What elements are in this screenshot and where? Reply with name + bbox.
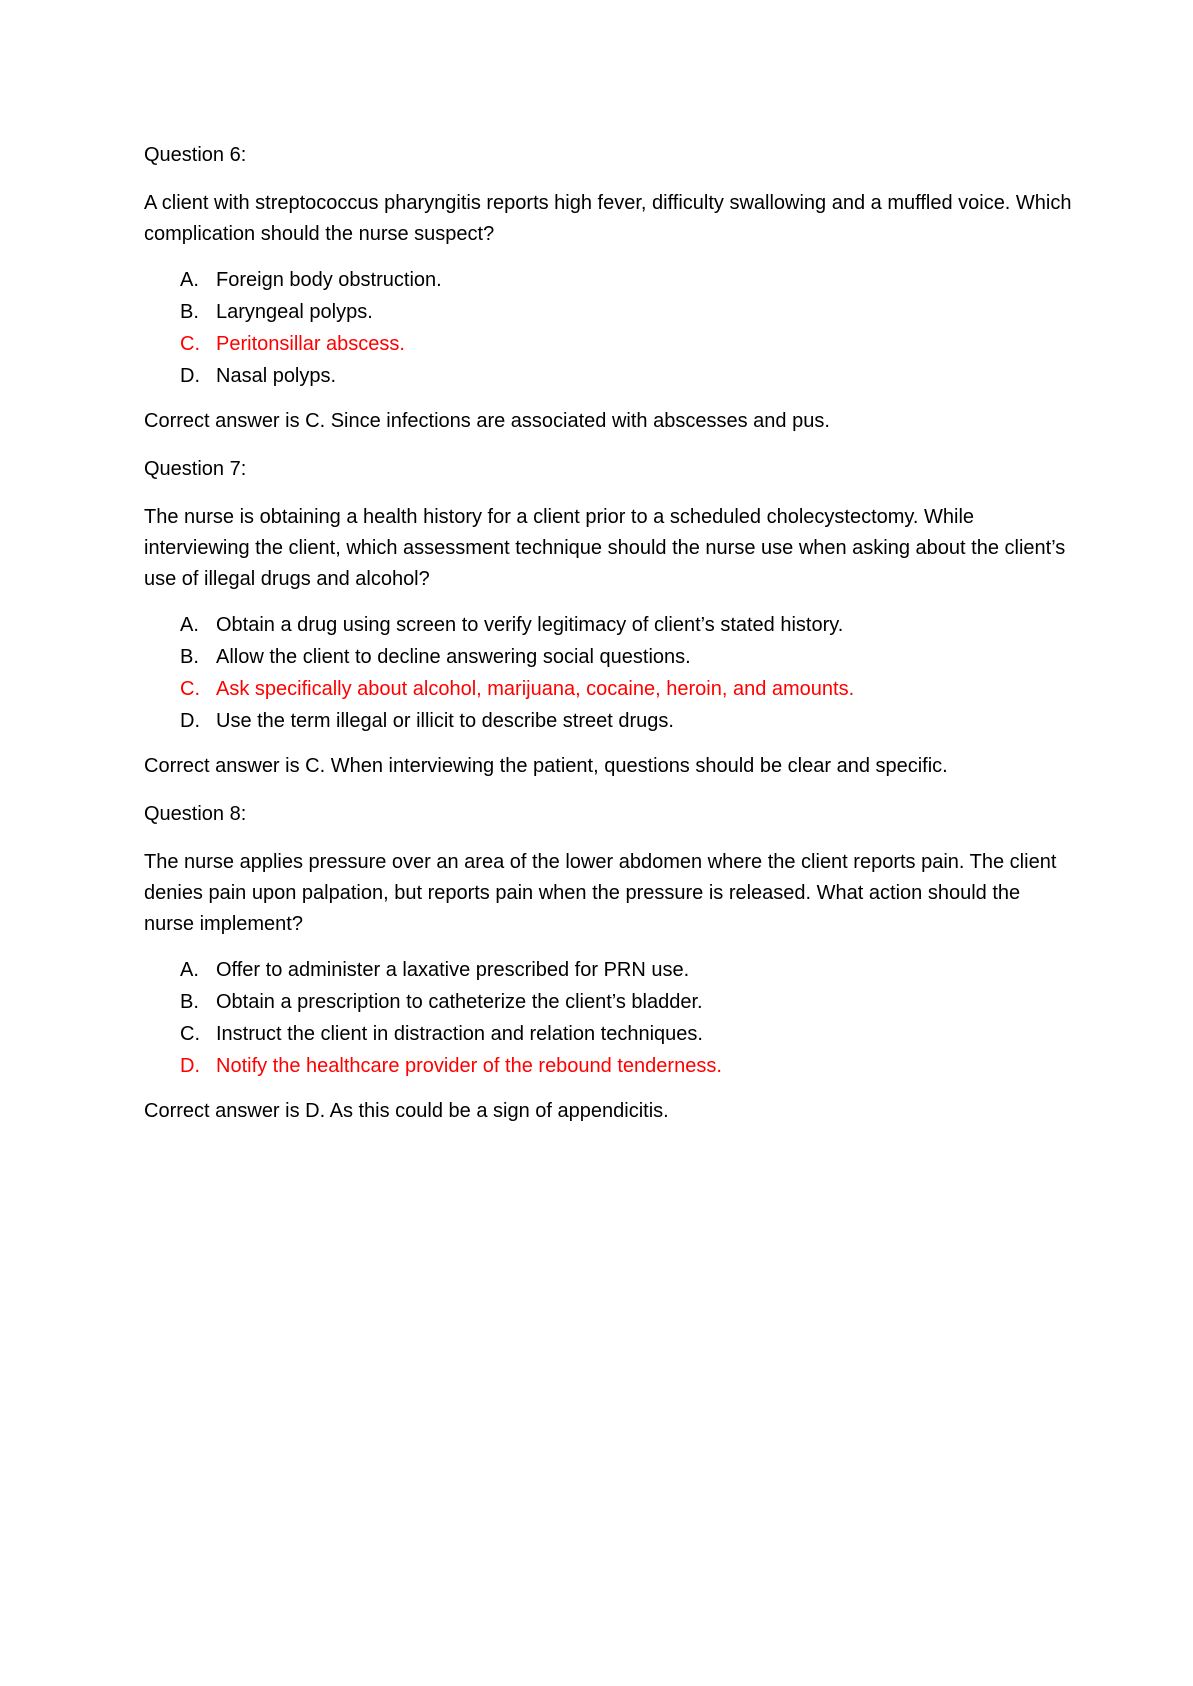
options-list: [144, 264, 1074, 392]
option-letter: A.: [180, 614, 199, 636]
document-content: [144, 140, 1074, 1144]
option-c: [180, 1018, 1074, 1050]
option-letter: C.: [180, 678, 200, 700]
question-text: The nurse is obtaining a health history for a client prior to a scheduled cholecystectomy. While interviewing the client, which assessment technique should the nurse use when asking about the client’s use of illegal drugs and alcohol?: [144, 506, 1066, 590]
option-text: Ask specifically about alcohol, marijuana, cocaine, heroin, and amounts.: [216, 678, 855, 700]
option-text: Notify the healthcare provider of the rebound tenderness.: [216, 1055, 722, 1077]
option-letter: A.: [180, 269, 199, 291]
option-text: Peritonsillar abscess.: [216, 333, 405, 355]
option-text: Allow the client to decline answering social questions.: [216, 646, 691, 668]
option-letter: C.: [180, 1023, 200, 1045]
option-d: [180, 360, 1074, 392]
option-text: Nasal polyps.: [216, 365, 337, 387]
question-title: Question 7:: [144, 458, 247, 480]
question-title: Question 8:: [144, 803, 247, 825]
option-b: [180, 986, 1074, 1018]
option-text: Laryngeal polyps.: [216, 301, 373, 323]
question-text: The nurse applies pressure over an area of the lower abdomen where the client reports pain. The client denies pain upon palpation, but reports pain when the pressure is released. What action should the nurse implement?: [144, 851, 1057, 935]
option-text: Foreign body obstruction.: [216, 269, 442, 291]
question-title: Question 6:: [144, 144, 247, 166]
question-text: A client with streptococcus pharyngitis reports high fever, difficulty swallowing and a muffled voice. Which complication should the nurse suspect?: [144, 192, 1072, 245]
answer-explanation: Correct answer is D. As this could be a sign of appendicitis.: [144, 1100, 669, 1122]
option-text: Instruct the client in distraction and relation techniques.: [216, 1023, 703, 1045]
option-c-correct: [180, 328, 1074, 360]
answer-explanation: Correct answer is C. When interviewing the patient, questions should be clear and specific.: [144, 755, 948, 777]
options-list: [144, 609, 1074, 737]
option-b: [180, 296, 1074, 328]
question-block-6: [144, 140, 1074, 437]
option-letter: A.: [180, 959, 199, 981]
option-text: Obtain a prescription to catheterize the client’s bladder.: [216, 991, 703, 1013]
option-letter: D.: [180, 710, 200, 732]
option-a: [180, 954, 1074, 986]
option-b: [180, 641, 1074, 673]
option-d-correct: [180, 1050, 1074, 1082]
answer-explanation: Correct answer is C. Since infections are associated with abscesses and pus.: [144, 410, 830, 432]
option-text: Use the term illegal or illicit to describe street drugs.: [216, 710, 674, 732]
question-block-8: [144, 799, 1074, 1127]
question-block-7: [144, 454, 1074, 782]
option-c-correct: [180, 673, 1074, 705]
option-a: [180, 264, 1074, 296]
option-a: [180, 609, 1074, 641]
option-letter: D.: [180, 1055, 200, 1077]
option-letter: D.: [180, 365, 200, 387]
option-letter: B.: [180, 646, 199, 668]
options-list: [144, 954, 1074, 1082]
option-letter: B.: [180, 301, 199, 323]
option-d: [180, 705, 1074, 737]
option-letter: B.: [180, 991, 199, 1013]
option-text: Obtain a drug using screen to verify legitimacy of client’s stated history.: [216, 614, 844, 636]
option-letter: C.: [180, 333, 200, 355]
option-text: Offer to administer a laxative prescribed for PRN use.: [216, 959, 690, 981]
